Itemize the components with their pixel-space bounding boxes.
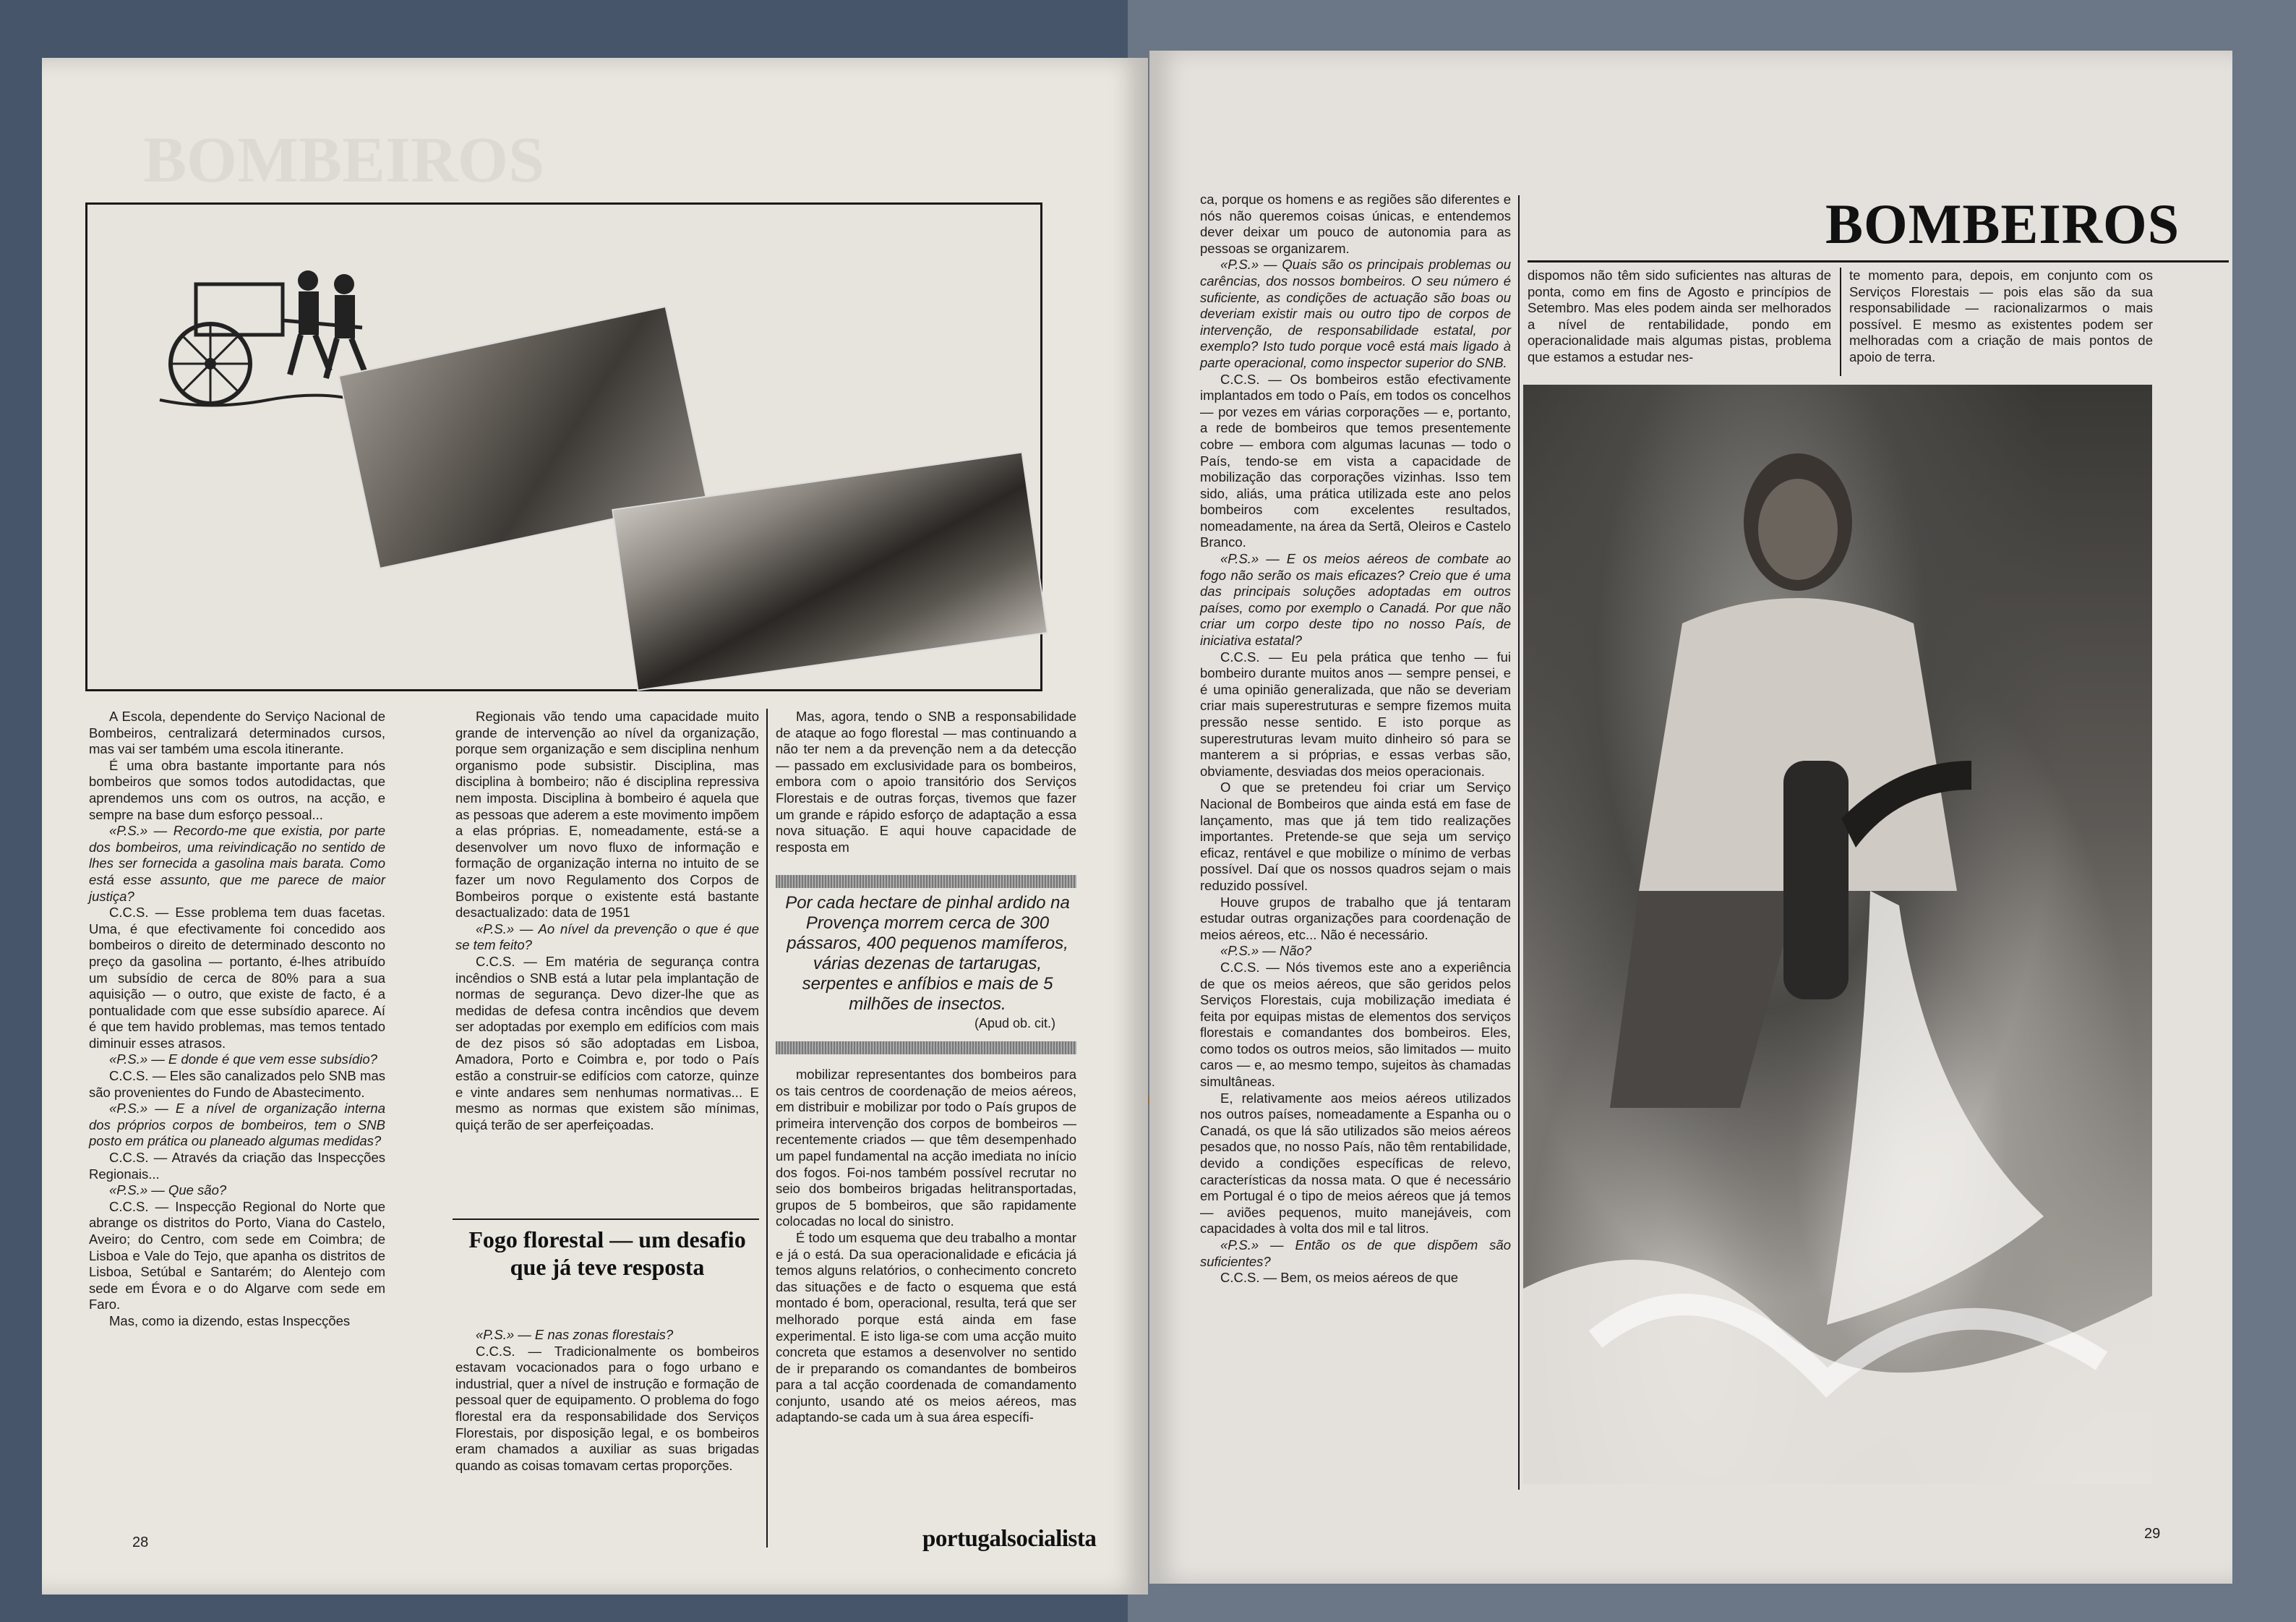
paragraph: «P.S.» — Não? xyxy=(1220,943,1312,959)
quote-source: (Apud ob. cit.) xyxy=(974,1016,1056,1030)
paragraph: E, relativamente aos meios aéreos utilizados nos outros países, nomeadamente a Espanha ou o Canadá, os que lá são utilizados são meios aéreos pesados que, no nosso País, não têm rentabilidade, devido a condições específicas de relevo, características da nossa mata. O que é necessário em Portugal é o tipo de meios aéreos que já temos — aviões pequenos, muito manejáveis, com capacidades à volta dos mil e tal litros. xyxy=(1200,1090,1511,1237)
masthead: portugalsocialista xyxy=(922,1526,1097,1552)
paragraph: C.C.S. — Inspecção Regional do Norte que abrange os distritos do Porto, Viana do Castelo, Aveiro; do Centro, com sede em Coimbra; de Lisboa e Vale do Tejo, que apanha os distritos de Lisboa, Setúbal e Santarém; do Alentejo com sede em Évora e o do Algarve com sede em Faro. xyxy=(89,1198,385,1312)
paragraph: C.C.S. — Esse problema tem duas facetas. Uma, é que efectivamente foi concedido aos bombeiros o direito de determinado desconto no preço da gasolina — portanto, é-lhes atribuído um subsídio de cerca de 80% para a sua aquisição — o outro, que existe de facto, é a pontualidade com que esse subsídio aparece. Aí é que tem havido problemas, mas temos tentado diminuir esses atrasos. xyxy=(89,905,385,1051)
paragraph: «P.S.» — Que são? xyxy=(109,1182,227,1198)
paragraph: C.C.S. — Nós tivemos este ano a experiência de que os meios aéreos, que são geridos pelos Serviços Florestais, cuja mobilização imediata é feita por equipas mistas de elementos dos serviços florestais e comandantes dos bombeiros. Eles, como todos os outros meios, são limitados — muito caros — e, ao mesmo tempo, sujeitos às chamadas simultâneas. xyxy=(1200,959,1511,1090)
paragraph: te momento para, depois, em conjunto com os Serviços Florestais — pois elas são da sua responsabilidade — racionalizarmos o mais possível. E mesmo as existentes podem ser melhoradas com a criação de mais pontos de apoio de terra. xyxy=(1849,268,2153,364)
page-number-right: 29 xyxy=(2144,1526,2161,1542)
paragraph: «P.S.» — Ao nível da prevenção o que é que se tem feito? xyxy=(455,921,759,953)
firefighter-silhouette xyxy=(1523,385,2152,1484)
paragraph: C.C.S. — Bem, os meios aéreos de que xyxy=(1220,1270,1459,1286)
article-column-2b xyxy=(455,1327,759,1474)
article-column-1 xyxy=(89,709,385,1330)
paragraph: dispomos não têm sido suficientes nas alturas de ponta, como em fins de Agosto e princípios de Setembro. Mas eles podem ainda ser melhorados a nível de rentabilidade, pondo em operacionalidade mais algumas pistas, problema que estamos a estudar nes- xyxy=(1528,268,1831,364)
bleedthrough-text: BOMBEIROS xyxy=(143,124,545,196)
firefighter-with-extinguisher-photo xyxy=(1523,385,2152,1484)
quote-top-band xyxy=(776,875,1076,888)
paragraph: É uma obra bastante importante para nós bombeiros que somos todos autodidactas, que aprendemos uns com os outros, na acção, e sempre na base dum esforço pessoal... xyxy=(89,757,385,822)
paragraph: É todo um esquema que deu trabalho a montar e já o está. Da sua operacionalidade e eficácia já temos alguns relatórios, o conhecimento concreto das situações e de facto o esquema que está montado é bom, operacional, resulta, terá que ser melhorado porque está ainda em fase experimental. E isto liga-se com uma acção muito concreta que estamos a desenvolver no sentido de ir preparando os comandantes de bombeiros para a tal acção coordenada de comandamento conjunto, usando até os meios aéreos, mas adaptando-se cada um à sua área específi- xyxy=(776,1229,1076,1425)
paragraph: Mas, agora, tendo o SNB a responsabilidade de ataque ao fogo florestal — mas continuando a não ter nem a da prevenção nem a da detecção — passado em exclusividade para os bombeiros, embora com o apoio transitório dos Serviços Florestais e de outras forças, tivemos que fazer um grande e rápido esforço de adaptação a essa nova situação. E aqui houve capacidade de resposta em xyxy=(776,709,1076,855)
paragraph: «P.S.» — E nas zonas florestais? xyxy=(476,1327,674,1342)
column-divider-top xyxy=(1840,268,1841,376)
article-column-right-3 xyxy=(1849,268,2153,366)
paragraph: Regionais vão tendo uma capacidade muito grande de intervenção ao nível da organização, porque sem organização e sem disciplina nenhum organismo pode subsistir. Disciplina, mas disciplina à bombeiro; não é disciplina repressiva nem imposta. Disciplina à bombeiro é aquela que as pessoas que aderem a este movimento impõem a elas próprias. E, nomeadamente, está-se a desenvolver um novo fluxo de informação e formação de organização interna no intuito de se fazer um novo Regulamento dos Corpos de Bombeiros porque o existente está bastante desactualizado: data de 1951 xyxy=(455,709,759,921)
paragraph: «P.S.» — Recordo-me que existia, por parte dos bombeiros, uma reivindicação no sentido de lhes ser fornecida a gasolina mais barata. Como está esse assunto, que me parece de maior justiça? xyxy=(89,823,385,904)
article-column-3 xyxy=(776,709,1076,855)
paragraph: A Escola, dependente do Serviço Nacional de Bombeiros, centralizará determinados cursos, mas vai ser também uma escola itinerante. xyxy=(89,709,385,757)
paragraph: O que se pretendeu foi criar um Serviço Nacional de Bombeiros que ainda está em fase de lançamento, mas que já tem tido realizações importantes. Pretende-se que seja um serviço eficaz, rentável e que mobilize o mínimo de verbas possível. Daí que os nossos quadros sejam o mais reduzido possível. xyxy=(1200,780,1511,893)
pull-quote: Por cada hectare de pinhal ardido na Provença morrem cerca de 300 pássaros, 400 pequenos mamíferos, várias dezenas de tartarugas, serpentes e anfíbios e mais de 5 milhões de insectos. xyxy=(785,893,1070,1014)
section-title-rule xyxy=(1528,260,2229,262)
paragraph: ca, porque os homens e as regiões são diferentes e nós não queremos coisas únicas, e entendemos dever deixar um pouco de autonomia para as pessoas se organizarem. xyxy=(1200,192,1511,256)
paragraph: «P.S.» — Então os de que dispõem são suficientes? xyxy=(1200,1237,1511,1269)
headline-fogo-florestal: Fogo florestal — um desafio que já teve resposta xyxy=(468,1226,746,1280)
historical-photos-figure xyxy=(85,202,1042,691)
section-title: BOMBEIROS xyxy=(1825,192,2180,255)
left-page xyxy=(42,58,1148,1595)
paragraph: mobilizar representantes dos bombeiros para os tais centros de coordenação de meios aéreos, em distribuir e mobilizar por todo o País grupos de primeira intervenção dos corpos de bombeiros — recentemente criados — que têm desempenhado um papel fundamental na acção imediata no início dos fogos. Foi-nos também possível recrutar no seio dos bombeiros brigadas helitransportadas, grupos de 5 bombeiros, que são rapidamente colocadas no local do sinistro. xyxy=(776,1067,1076,1229)
paragraph: C.C.S. — Tradicionalmente os bombeiros estavam vocacionados para o fogo urbano e industrial, quer a nível de instrução e formação de pessoal quer de equipamento. O problema do fogo florestal era da responsabilidade dos Serviços Florestais, por disposição legal, e os bombeiros eram chamados a auxiliar as suas brigadas quando as coisas tomavam certas proporções. xyxy=(455,1343,759,1473)
paragraph: «P.S.» — Quais são os principais problemas ou carências, dos nossos bombeiros. O seu número é suficiente, as condições de actuação são boas ou deveriam existir mais ou outro tipo de corpos de intervenção, de responsabilidade estatal, por exemplo? Isto tudo porque você está mais ligado à parte operacional, como inspector superior do SNB. xyxy=(1200,257,1511,370)
paragraph: C.C.S. — Eu pela prática que tenho — fui bombeiro durante muitos anos — sempre pensei, e é uma opinião generalizada, que não se deveriam criar mais superestruturas e sempre fizemos muita pressão nesse sentido. E isto porque as superestruturas levam muito dinheiro só para se manterem a si próprias, e essas verbas são, obviamente, desviadas dos meios operacionais. xyxy=(1200,649,1511,779)
article-column-3b xyxy=(776,1067,1076,1426)
paragraph: «P.S.» — E a nível de organização interna dos próprios corpos de bombeiros, tem o SNB posto em prática ou planeado algumas medidas? xyxy=(89,1101,385,1149)
column-divider xyxy=(766,709,768,1548)
quote-bottom-band xyxy=(776,1041,1076,1054)
page-number-left: 28 xyxy=(132,1535,149,1550)
column-divider-right xyxy=(1518,195,1520,1490)
paragraph: Houve grupos de trabalho que já tentaram estudar outras organizações para coordenação de meios aéreos, etc... Não é necessário. xyxy=(1200,894,1511,942)
paragraph: «P.S.» — E donde é que vem esse subsídio? xyxy=(109,1051,377,1067)
paragraph: «P.S.» — E os meios aéreos de combate ao fogo não serão os mais eficazes? Creio que é uma das principais soluções adoptadas em outros países, como por exemplo o Canadá. Por que não criar um corpo deste tipo no nosso País, de iniciativa estatal? xyxy=(1200,551,1511,649)
article-column-2 xyxy=(455,709,759,1133)
paragraph: C.C.S. — Os bombeiros estão efectivamente implantados em todo o País, em todos os concelhos — por vezes em várias corporações — e, portanto, a rede de bombeiros que temos presentemente cobre — embora com algumas lacunas — todo o País, tendo-se em vista a capacidade de mobilização das corporações vizinhas. Isso tem sido, aliás, uma prática utilizada este ano pelos bombeiros com excelentes resultados, nomeadamente, na área da Sertã, Oleiros e Castelo Branco. xyxy=(1200,371,1511,550)
article-column-right-1 xyxy=(1200,192,1511,1286)
horse-drawn-fire-pump-illustration xyxy=(153,255,369,414)
headline-rule xyxy=(453,1218,759,1220)
paragraph: C.C.S. — Em matéria de segurança contra incêndios o SNB está a lutar pela implantação de normas de segurança. Devo dizer-lhe que as medidas de defesa contra incêndios que devem ser adoptadas por exemplo em edifícios com mais de dez pisos só são adoptadas em Lisboa, Amadora, Porto e Coimbra e, por todo o País estão a construir-se edifícios com catorze, quinze e vinte andares sem nenhumas normativas... E mesmo as normas que existem são mínimas, quiçá terão de ser aperfeiçoadas. xyxy=(455,953,759,1132)
paragraph: Mas, como ia dizendo, estas Inspecções xyxy=(109,1312,351,1328)
paragraph: C.C.S. — Através da criação das Inspecções Regionais... xyxy=(89,1150,385,1182)
paragraph: C.C.S. — Eles são canalizados pelo SNB mas são provenientes do Fundo de Abastecimento. xyxy=(89,1068,385,1100)
article-column-right-2 xyxy=(1528,268,1831,366)
